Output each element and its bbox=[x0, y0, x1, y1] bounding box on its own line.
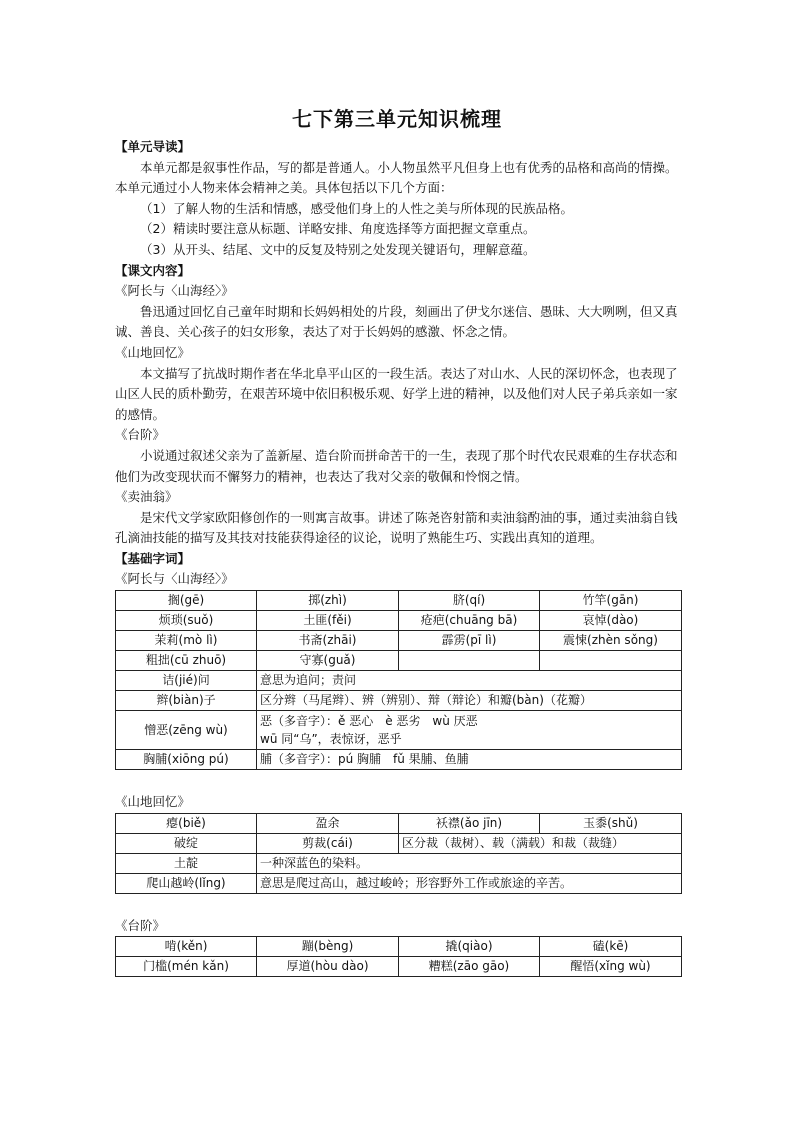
vocab-cell: 霹雳(pī lì) bbox=[399, 631, 540, 651]
vocab-word: 憎恶(zēng wù) bbox=[116, 711, 257, 750]
vocab-table-caption: 《台阶》 bbox=[115, 917, 166, 933]
lesson-summary: 小说通过叙述父亲为了盖新屋、造台阶而拼命苦干的一生，表现了那个时代农民艰难的生存状态和他们为改变现状而不懈努力的精神，也表达了我对父亲的敬佩和怜悯之情。 bbox=[115, 447, 678, 484]
spacer bbox=[115, 894, 681, 916]
vocab-cell: 土匪(fěi) bbox=[257, 611, 399, 631]
vocab-cell: 茉莉(mò lì) bbox=[116, 631, 257, 651]
table-row bbox=[116, 873, 682, 893]
vocab-cell: 竹竿(gān) bbox=[540, 591, 682, 611]
vocab-table-caption: 《山地回忆》 bbox=[115, 794, 191, 810]
vocab-table-taijie bbox=[115, 936, 682, 977]
table-row bbox=[116, 651, 682, 671]
lesson-content-heading: 【课文内容】 bbox=[115, 262, 191, 278]
unit-intro-item: （1）了解人物的生活和情感，感受他们身上的人性之美与所体现的民族品格。 bbox=[140, 200, 573, 216]
lesson-title: 《阿长与〈山海经〉》 bbox=[115, 283, 234, 299]
table-row bbox=[116, 611, 682, 631]
table-row bbox=[116, 671, 682, 691]
vocab-cell: 蹦(bèng) bbox=[257, 937, 399, 957]
vocab-note: 脯（多音字）：pú 胸脯 fǔ 果脯、鱼脯 bbox=[257, 750, 682, 770]
vocab-heading: 【基础字词】 bbox=[115, 550, 191, 566]
vocab-word: 辫(biàn)子 bbox=[116, 691, 257, 711]
vocab-table-caption: 《阿长与〈山海经〉》 bbox=[115, 571, 234, 587]
vocab-cell: 盈余 bbox=[257, 813, 399, 833]
vocab-cell: 疮疤(chuāng bā) bbox=[399, 611, 540, 631]
vocab-cell: 瘪(biě) bbox=[116, 813, 257, 833]
vocab-note-line: wū 同“乌”，表惊讶，恶乎 bbox=[260, 732, 402, 747]
vocab-note-line: 恶（多音字）：ě 恶心 è 恶劣 wù 厌恶 bbox=[260, 714, 478, 729]
vocab-cell: 撬(qiào) bbox=[399, 937, 540, 957]
vocab-cell: 粗拙(cū zhuō) bbox=[116, 651, 257, 671]
table-row bbox=[116, 813, 682, 833]
vocab-note: 区分裁（裁树）、载（满载）和裁（裁缝） bbox=[399, 833, 682, 853]
table-row bbox=[116, 691, 682, 711]
document-body bbox=[115, 137, 681, 977]
unit-intro-paragraph: 本单元都是叙事性作品，写的都是普通人。小人物虽然平凡但身上也有优秀的品格和高尚的情操。本单元通过小人物来体会精神之美。具体包括以下几个方面： bbox=[115, 159, 678, 196]
vocab-cell bbox=[540, 651, 682, 671]
vocab-word: 胸脯(xiōng pú) bbox=[116, 750, 257, 770]
vocab-cell: 醒悟(xǐng wù) bbox=[540, 957, 682, 977]
vocab-cell: 磕(kē) bbox=[540, 937, 682, 957]
vocab-cell: 掷(zhì) bbox=[257, 591, 399, 611]
vocab-cell: 厚道(hòu dào) bbox=[257, 957, 399, 977]
lesson-summary: 是宋代文学家欧阳修创作的一则寓言故事。讲述了陈尧咨射箭和卖油翁酌油的事，通过卖油翁自钱孔滴油技能的描写及其技对技能获得途径的议论，说明了熟能生巧、实践出真知的道理。 bbox=[115, 509, 678, 546]
vocab-cell: 哀悼(dào) bbox=[540, 611, 682, 631]
unit-intro-heading: 【单元导读】 bbox=[115, 139, 191, 154]
unit-intro-item: （3）从开头、结尾、文中的反复及特别之处发现关键语句，理解意蕴。 bbox=[140, 241, 536, 257]
table-row bbox=[116, 750, 682, 770]
lesson-summary: 鲁迅通过回忆自己童年时期和长妈妈相处的片段，刻画出了伊戈尔迷信、愚昧、大大咧咧，但又真诚、善良、关心孩子的妇女形象，表达了对于长妈妈的感激、怀念之情。 bbox=[115, 303, 678, 340]
lesson-summary: 本文描写了抗战时期作者在华北阜平山区的一段生活。表达了对山水、人民的深切怀念，也表现了山区人民的质朴勤劳，在艰苦环境中依旧积极乐观、好学上进的精神，以及他们对人民子弟兵亲如一家的感情。 bbox=[115, 365, 678, 422]
vocab-cell: 袄襟(ǎo jīn) bbox=[399, 813, 540, 833]
vocab-word: 土靛 bbox=[116, 853, 257, 873]
vocab-cell: 烦琐(suǒ) bbox=[116, 611, 257, 631]
vocab-cell: 破绽 bbox=[116, 833, 257, 853]
vocab-note bbox=[257, 711, 682, 750]
vocab-table-shandi bbox=[115, 813, 682, 894]
vocab-cell: 守寡(guǎ) bbox=[257, 651, 399, 671]
vocab-cell: 门槛(mén kǎn) bbox=[116, 957, 257, 977]
vocab-note: 区分辫（马尾辫）、辨（辨别）、辩（辩论）和瓣(bàn)（花瓣） bbox=[257, 691, 682, 711]
vocab-cell: 啃(kěn) bbox=[116, 937, 257, 957]
vocab-note: 意思是爬过高山，越过峻岭；形容野外工作或旅途的辛苦。 bbox=[257, 873, 682, 893]
table-row bbox=[116, 631, 682, 651]
vocab-cell: 书斋(zhāi) bbox=[257, 631, 399, 651]
vocab-word: 爬山越岭(lǐng) bbox=[116, 873, 257, 893]
vocab-note: 意思为追问；责问 bbox=[257, 671, 682, 691]
table-row bbox=[116, 833, 682, 853]
vocab-cell: 剪裁(cái) bbox=[257, 833, 399, 853]
vocab-word: 诘(jié)问 bbox=[116, 671, 257, 691]
spacer bbox=[115, 770, 681, 792]
vocab-cell: 搁(gē) bbox=[116, 591, 257, 611]
table-row bbox=[116, 957, 682, 977]
vocab-note: 一种深蓝色的染料。 bbox=[257, 853, 682, 873]
lesson-title: 《台阶》 bbox=[115, 427, 166, 443]
table-row bbox=[116, 937, 682, 957]
table-row bbox=[116, 711, 682, 750]
vocab-cell: 玉黍(shǔ) bbox=[540, 813, 682, 833]
table-row bbox=[116, 591, 682, 611]
table-row bbox=[116, 853, 682, 873]
page-title: 七下第三单元知识梳理 bbox=[292, 107, 502, 131]
vocab-cell: 脐(qí) bbox=[399, 591, 540, 611]
unit-intro-item: （2）精读时要注意从标题、详略安排、角度选择等方面把握文章重点。 bbox=[140, 221, 536, 237]
lesson-title: 《山地回忆》 bbox=[115, 344, 191, 360]
vocab-table-a-chang bbox=[115, 590, 682, 770]
vocab-cell bbox=[399, 651, 540, 671]
vocab-cell: 震悚(zhèn sǒng) bbox=[540, 631, 682, 651]
lesson-title: 《卖油翁》 bbox=[115, 489, 178, 505]
vocab-cell: 糟糕(zāo gāo) bbox=[399, 957, 540, 977]
